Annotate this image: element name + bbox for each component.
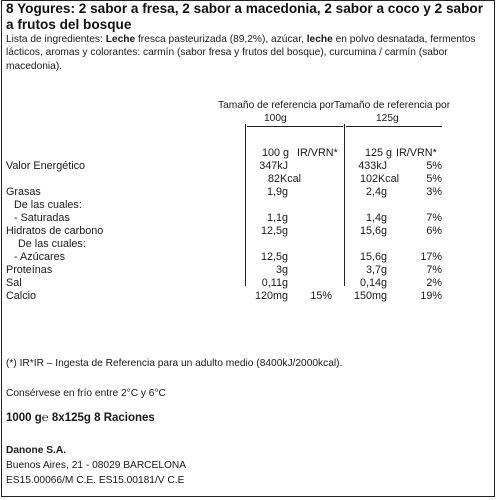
row-ir-b: 7% [426, 212, 442, 224]
row-label: De las cuales: [18, 238, 86, 250]
row-label: Proteínas [6, 264, 53, 276]
row-label: Hidratos de carbono [6, 225, 104, 237]
row-ir-b: 19% [420, 290, 442, 302]
row-label: Valor Energético [6, 160, 86, 172]
row-ir-b: 17% [420, 251, 442, 263]
row-ir-b: 3% [426, 186, 442, 198]
row-value-a: 0,11g [261, 277, 288, 289]
row-value-a: 1,9g [266, 186, 288, 198]
header-underline-a [247, 126, 343, 127]
row-value-a: 120mg [254, 290, 288, 302]
row-label: Grasas [6, 186, 41, 198]
row-label: - Saturadas [14, 212, 70, 224]
size-100: 100g [264, 113, 287, 124]
company-registry: ES15.00066/M C.E. ES15.00181/V C.E [6, 475, 185, 486]
row-value-a: 82Kcal [267, 173, 301, 185]
company-address: Buenos Aires, 21 - 08029 BARCELONA [6, 460, 187, 471]
row-value-b: 15,6g [359, 225, 387, 237]
row-value-a: 3g [275, 264, 288, 276]
row-value-a: 12,5g [260, 251, 288, 263]
ingredient-allergen-2: leche [306, 34, 333, 45]
row-ir-a: 15% [310, 290, 332, 302]
row-value-a: 347kJ [259, 160, 288, 172]
product-title: 8 Yogures: 2 sabor a fresa, 2 sabor a macedonia, 2 sabor a coco y 2 sabor a frutos del bosque [6, 1, 483, 32]
net-weight: 1000 g℮ 8x125g 8 Raciones [6, 412, 155, 424]
size-125: 125g [376, 113, 399, 124]
row-label: - Azúcares [14, 251, 66, 263]
row-label: Sal [6, 277, 22, 289]
header-underline-b [346, 126, 442, 127]
ref-header-125: Tamaño de referencia por [334, 100, 451, 111]
company-name: Danone S.A. [6, 445, 67, 456]
row-value-a: 1,1g [266, 212, 288, 224]
col-a-qty: 100 g [262, 147, 290, 159]
row-value-b: 102Kcal [359, 173, 399, 185]
ingredients-prefix: Lista de ingredientes: [6, 34, 106, 45]
row-ir-b: 5% [426, 160, 442, 172]
row-value-b: 2,4g [365, 186, 387, 198]
storage-instructions: Consérvese en frío entre 2°C y 6°C [6, 388, 166, 399]
row-value-b: 433kJ [358, 160, 387, 172]
ref-header-100: Tamaño de referencia por [218, 100, 335, 111]
row-value-b: 1,4g [365, 212, 387, 224]
col-b-ir: IR/VRN* [396, 147, 437, 159]
ingredients-list [6, 33, 476, 73]
row-label: Calcio [6, 290, 37, 302]
row-ir-b: 5% [426, 173, 442, 185]
col-a-ir: IR/VRN* [297, 147, 338, 159]
col-b-qty: 125 g [365, 147, 393, 159]
row-value-b: 150mg [353, 290, 387, 302]
row-value-a: 12,5g [260, 225, 288, 237]
ingredients-text-1: fresca pasteurizada (89,2%), azúcar, [135, 34, 307, 45]
row-label: De las cuales: [14, 199, 82, 211]
row-ir-b: 7% [426, 264, 442, 276]
footnote: (*) IR*IR – Ingesta de Referencia para un adulto medio (8400kJ/2000kcal). [6, 358, 343, 369]
ingredient-allergen-1: Leche [105, 34, 136, 45]
row-ir-b: 2% [426, 277, 442, 289]
row-value-b: 0,14g [359, 277, 387, 289]
row-value-b: 15,6g [359, 251, 387, 263]
ingredients-text-2: en polvo desnatada, fermentos lácticos, aromas y colorantes: carmín (sabor fresa y frutos del bosque), curcumina / carmín (sabor macedonia). [6, 34, 476, 72]
row-value-b: 3,7g [365, 264, 387, 276]
row-ir-b: 6% [426, 225, 442, 237]
